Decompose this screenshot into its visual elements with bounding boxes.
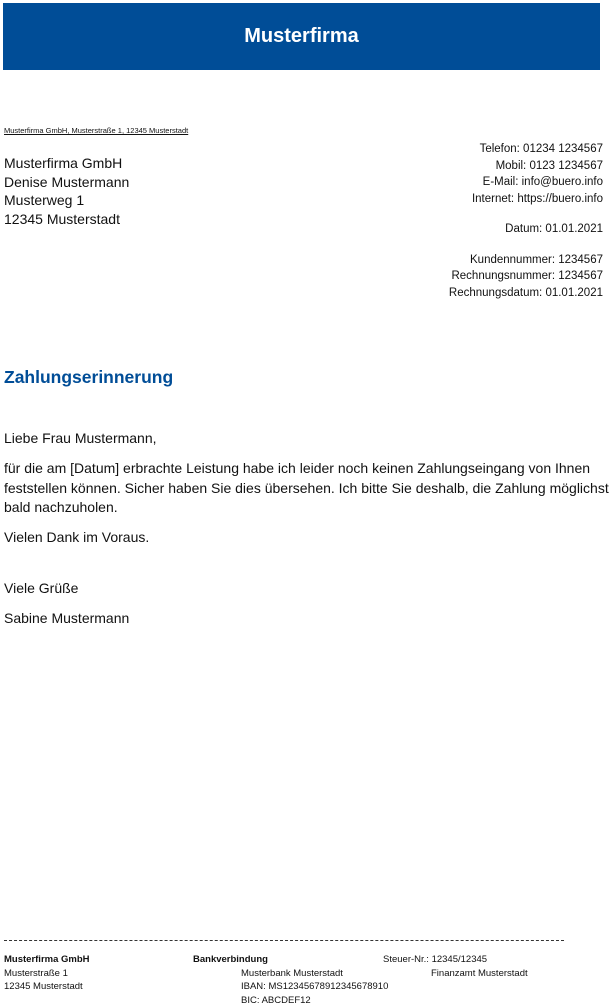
footer-company <box>4 953 90 994</box>
signature-name: Sabine Mustermann <box>4 609 610 629</box>
letterhead-banner <box>3 3 600 70</box>
customer-number: Kundennummer: 1234567 <box>449 252 603 269</box>
contact-phone: Telefon: 01234 1234567 <box>449 141 603 158</box>
footer-bank <box>193 953 388 1007</box>
footer-company-name: Musterfirma GmbH <box>4 953 90 967</box>
invoice-date: Rechnungsdatum: 01.01.2021 <box>449 285 603 302</box>
body-paragraph: für die am [Datum] erbrachte Leistung habe ich leider noch keinen Zahlungseingang von Ihnen feststellen können. Sicher haben Sie dies übersehen. Ich bitte Sie deshalb, die Zahlung möglichst bald nachzuholen. <box>4 459 610 518</box>
salutation: Liebe Frau Mustermann, <box>4 429 610 449</box>
footer-company-city: 12345 Musterstadt <box>4 980 90 994</box>
footer-divider <box>4 940 564 941</box>
footer-bank-bic: BIC: ABCDEF12 <box>193 994 388 1007</box>
footer-bank-heading: Bankverbindung <box>193 953 388 967</box>
invoice-number: Rechnungsnummer: 1234567 <box>449 268 603 285</box>
recipient-street: Musterweg 1 <box>4 191 129 210</box>
recipient-address <box>4 154 129 228</box>
contact-internet: Internet: https://buero.info <box>449 191 603 208</box>
footer-tax-office: Finanzamt Musterstadt <box>383 967 528 981</box>
company-title: Musterfirma <box>244 25 358 48</box>
contact-email: E-Mail: info@buero.info <box>449 174 603 191</box>
letter-date: Datum: 01.01.2021 <box>449 221 603 238</box>
footer-bank-iban: IBAN: MS12345678912345678910 <box>193 980 388 994</box>
contact-mobile: Mobil: 0123 1234567 <box>449 158 603 175</box>
footer-company-street: Musterstraße 1 <box>4 967 90 981</box>
thanks-line: Vielen Dank im Voraus. <box>4 528 610 548</box>
closing-line: Viele Grüße <box>4 579 610 599</box>
letter-subject: Zahlungserinnerung <box>4 367 173 388</box>
footer-tax <box>383 953 528 980</box>
recipient-city: 12345 Musterstadt <box>4 210 129 229</box>
footer-tax-number: Steuer-Nr.: 12345/12345 <box>383 953 528 967</box>
recipient-name: Denise Mustermann <box>4 173 129 192</box>
footer-bank-name: Musterbank Musterstadt <box>193 967 388 981</box>
contact-block <box>449 141 603 301</box>
recipient-company: Musterfirma GmbH <box>4 154 129 173</box>
letter-body <box>4 429 610 639</box>
sender-return-address: Musterfirma GmbH, Musterstraße 1, 12345 Musterstadt <box>4 126 188 135</box>
